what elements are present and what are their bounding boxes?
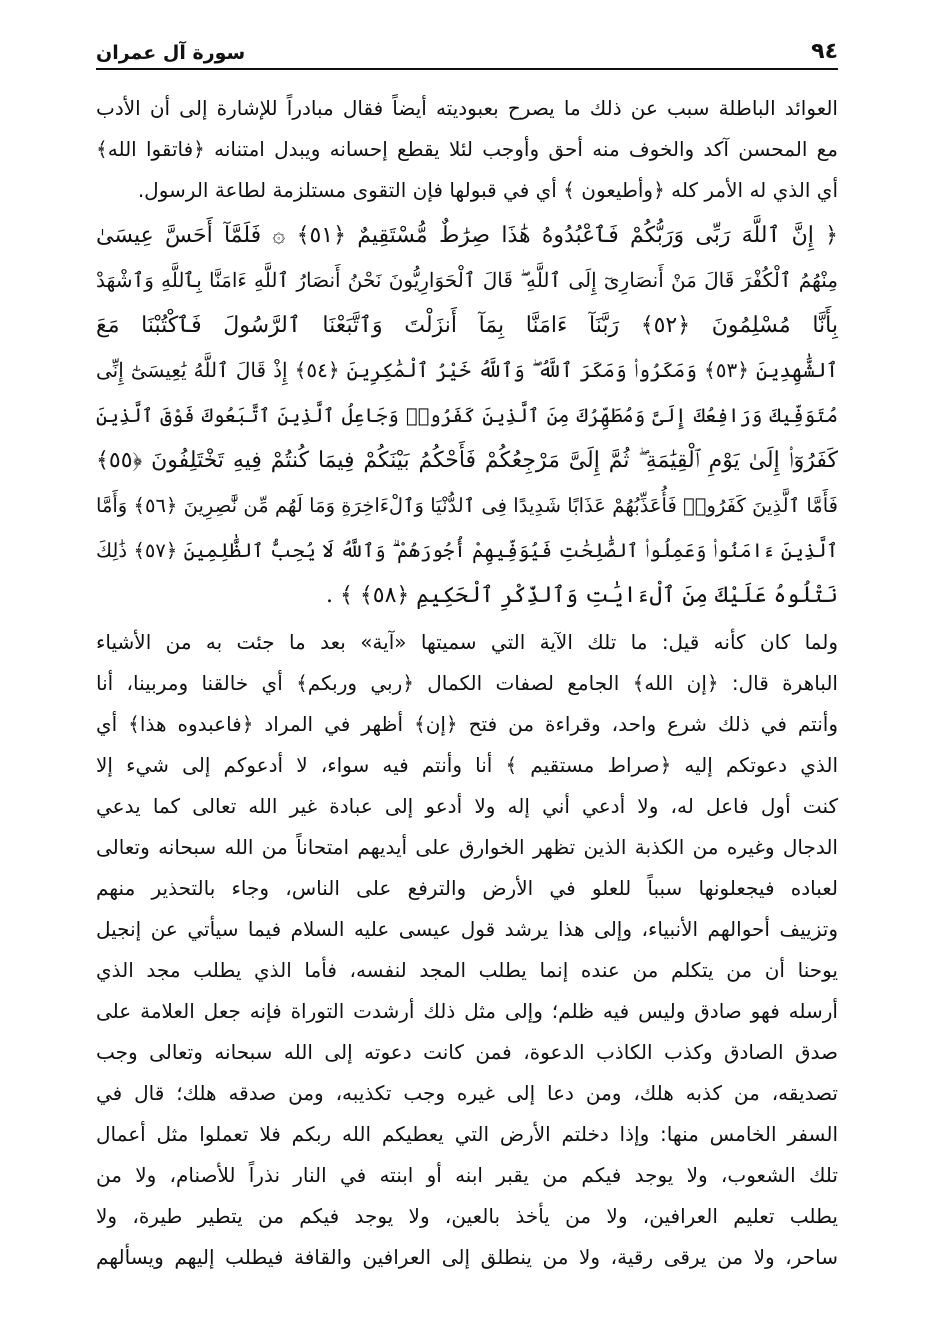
text-line: كنت أول فاعل له، ولا أدعي أني إله ولا أدعو إلى عبادة غير الله تعالى كما يدعي bbox=[96, 794, 838, 818]
text-line: العوائد الباطلة سبب عن ذلك ما يصرح بعبوديته أيضاً فقال مبادراً للإشارة إلى أن الأدب bbox=[96, 96, 838, 120]
page-number: ٩٤ bbox=[811, 39, 838, 64]
commentary-paragraph-1 bbox=[96, 88, 838, 211]
verse-line: ﴿ إِنَّ ٱللَّهَ رَبِّى وَرَبُّكُمْ فَٱعْبُدُوهُ هَٰذَا صِرَٰطٌ مُّسْتَقِيمٌ ﴿٥١﴾ ۞ فَلَمَّآ أَحَسَّ عِيسَىٰ bbox=[96, 223, 838, 248]
text-line: وتزييف أحوالهم الأنبياء، وإلى هذا يرشد قول عيسى عليه السلام فيما سيأتي عن إنجيل bbox=[96, 917, 838, 941]
commentary-paragraph-2 bbox=[96, 622, 838, 1278]
text-line: الذي دعوتكم إليه ﴿صراط مستقيم ﴾ أنا وأنتم فيه سواء، لا أدعوكم إلى شيء إلا bbox=[96, 753, 838, 777]
verse-line: ٱلشَّٰهِدِينَ ﴿٥٣﴾ وَمَكَرُوا۟ وَمَكَرَ ٱللَّهُ ۖ وَٱللَّهُ خَيْرُ ٱلْمَٰكِرِينَ ﴿٥٤﴾ إِذْ قَالَ ٱللَّهُ يَٰعِيسَىٰٓ إِنِّى bbox=[96, 358, 838, 382]
surah-title: سورة آل عمران bbox=[96, 42, 246, 64]
text-line: يوحنا أن من يتكلم من عنده إنما يطلب المجد لنفسه، فأما الذي يطلب مجد الذي bbox=[96, 958, 838, 982]
text-line: يطلب تعليم العرافين، ولا من يأخذ بالعين، ولا يوجد فيكم من يتطير طيرة، ولا bbox=[96, 1204, 838, 1228]
text-line: ساحر، ولا من يرقى رقية، ولا من ينطلق إلى العرافين والقافة فيطلب إليهم ويسألهم bbox=[96, 1245, 838, 1269]
text-line: أي الذي له الأمر كله ﴿وأطيعون ﴾ أي في قبولها فإن التقوى مستلزمة لطاعة الرسول. bbox=[137, 178, 838, 202]
verse-line: نَتْلُوهُ عَلَيْكَ مِنَ ٱلْءَايَٰتِ وَٱلذِّكْرِ ٱلْحَكِيمِ ﴿٥٨﴾ ﴾ . bbox=[326, 583, 838, 608]
text-line: الباهرة قال: ﴿إن الله﴾ الجامع لصفات الكمال ﴿ربي وربكم﴾ أي خالقنا ومربينا، أنا bbox=[96, 671, 838, 695]
text-line: أرسله فهو صادق وليس فيه ظلم؛ وإلى مثل ذلك أرشدت التوراة فإنه جعل العلامة على bbox=[96, 999, 838, 1023]
verse-line: كَفَرُوٓا۟ إِلَىٰ يَوْمِ ٱلْقِيَٰمَةِ ۖ ثُمَّ إِلَىَّ مَرْجِعُكُمْ فَأَحْكُمُ بَيْنَكُمْ فِيمَا كُنتُمْ فِيهِ تَخْتَلِفُونَ ﴿٥٥﴾ bbox=[96, 448, 838, 473]
text-line: مع المحسن آكد والخوف منه أحق وأوجب لئلا يقطع إحسانه ويبدل امتنانه ﴿فاتقوا الله﴾ bbox=[96, 137, 838, 161]
quran-verses-block bbox=[96, 213, 838, 618]
page-content bbox=[96, 88, 838, 1278]
verse-line: ٱلَّذِينَ ءَامَنُوا۟ وَعَمِلُوا۟ ٱلصَّٰلِحَٰتِ فَيُوَفِّيهِمْ أُجُورَهُمْ ۗ وَٱللَّهُ لَا يُحِبُّ ٱلظَّٰلِمِينَ ﴿٥٧﴾ ذَٰلِكَ bbox=[96, 539, 838, 562]
verse-line: مِنْهُمُ ٱلْكُفْرَ قَالَ مَنْ أَنصَارِىٓ إِلَى ٱللَّهِ ۖ قَالَ ٱلْحَوَارِيُّونَ نَحْنُ أَنصَارُ ٱللَّهِ ءَامَنَّا بِٱللَّهِ وَٱشْهَدْ bbox=[96, 268, 838, 292]
text-line: الدجال وغيره من الكذبة الذين تظهر الخوارق على أيديهم امتحاناً من الله سبحانه وتعالى bbox=[96, 835, 838, 859]
verse-line: فَأَمَّا ٱلَّذِينَ كَفَرُوا۟ فَأُعَذِّبُهُمْ عَذَابًا شَدِيدًا فِى ٱلدُّنْيَا وَٱلْءَاخِرَةِ وَمَا لَهُم مِّن نَّٰصِرِينَ ﴿٥٦﴾ وَأَمَّا bbox=[96, 494, 838, 517]
text-line: ولما كان كأنه قيل: ما تلك الآية التي سميتها «آية» بعد ما جئت به من الأشياء bbox=[96, 630, 838, 654]
text-line: لعباده فيجعلونها سبباً للعلو في الأرض والترفع على الناس، وجاء بالتحذير منهم bbox=[96, 876, 838, 900]
page-header bbox=[96, 30, 838, 70]
verse-line: مُتَوَفِّيكَ وَرَافِعُكَ إِلَىَّ وَمُطَهِّرُكَ مِنَ ٱلَّذِينَ كَفَرُوا۟ وَجَاعِلُ ٱلَّذِينَ ٱتَّبَعُوكَ فَوْقَ ٱلَّذِينَ bbox=[96, 404, 838, 427]
text-line: تصديقه، من كذبه هلك، ومن دعا إلى غيره وجب تكذيبه، ومن صدقه هلك؛ قال في bbox=[96, 1081, 838, 1105]
text-line: السفر الخامس منها: وإذا دخلتم الأرض التي يعطيكم الله ربكم فلا تعملوا مثل أعمال bbox=[96, 1122, 838, 1146]
text-line: تلك الشعوب، ولا يوجد فيكم من يقبر ابنه أو ابنته في النار نذراً للأصنام، ولا من bbox=[96, 1163, 838, 1187]
verse-line: بِأَنَّا مُسْلِمُونَ ﴿٥٢﴾ رَبَّنَآ ءَامَنَّا بِمَآ أَنزَلْتَ وَٱتَّبَعْنَا ٱلرَّسُولَ فَٱكْتُبْنَا مَعَ bbox=[96, 313, 838, 338]
text-line: صدق الصادق وكذب الكاذب الدعوة، فمن كانت دعوته إلى الله سبحانه وتعالى وجب bbox=[96, 1040, 838, 1064]
text-line: وأنتم في ذلك شرع واحد، وقراءة من فتح ﴿إن﴾ أظهر في المراد ﴿فاعبدوه هذا﴾ أي bbox=[96, 712, 838, 736]
